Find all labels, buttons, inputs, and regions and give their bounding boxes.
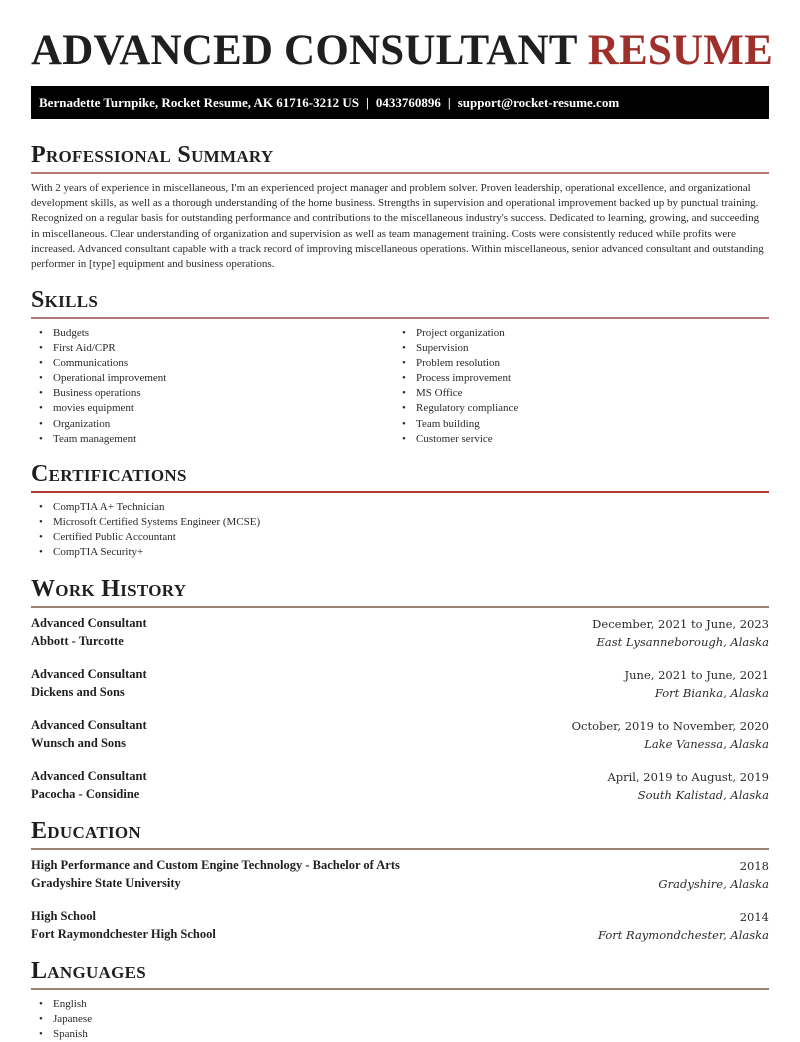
language-item: • English xyxy=(31,997,92,1012)
skill-item: • Business operations xyxy=(31,386,166,401)
education-year: 2014 xyxy=(739,910,769,924)
section-title-education: Education xyxy=(31,818,142,844)
skills-list-left xyxy=(31,326,166,447)
section-divider xyxy=(31,606,769,608)
job-company: Wunsch and Sons xyxy=(31,736,126,750)
job-dates: December, 2021 to June, 2023 xyxy=(592,617,769,631)
skill-item: • movies equipment xyxy=(31,401,166,416)
job-location: Fort Bianka, Alaska xyxy=(654,686,769,700)
skill-item: • Budgets xyxy=(31,326,166,341)
job-title: Advanced Consultant xyxy=(31,616,147,630)
certification-item: • Microsoft Certified Systems Engineer (MCSE) xyxy=(31,515,260,530)
resume-title xyxy=(31,28,773,74)
education-school: Fort Raymondchester High School xyxy=(31,927,216,941)
education-location: Gradyshire, Alaska xyxy=(658,877,769,891)
section-title-skills: Skills xyxy=(31,287,99,313)
job-title: Advanced Consultant xyxy=(31,667,147,681)
work-entry xyxy=(31,769,769,805)
certification-item: • CompTIA A+ Technician xyxy=(31,500,260,515)
job-title: Advanced Consultant xyxy=(31,718,147,732)
title-main: ADVANCED CONSULTANT xyxy=(31,27,577,74)
skill-item: • MS Office xyxy=(394,386,518,401)
title-accent: RESUME xyxy=(587,27,773,74)
language-item: • Japanese xyxy=(31,1012,92,1027)
skill-item: • Process improvement xyxy=(394,371,518,386)
skill-item: • Customer service xyxy=(394,432,518,447)
section-divider xyxy=(31,988,769,990)
certifications-list xyxy=(31,500,260,560)
certification-item: • CompTIA Security+ xyxy=(31,545,260,560)
education-school: Gradyshire State University xyxy=(31,876,181,890)
contact-separator: | xyxy=(365,94,369,110)
skill-item: • Project organization xyxy=(394,326,518,341)
contact-phone: 0433760896 xyxy=(375,94,441,110)
job-dates: October, 2019 to November, 2020 xyxy=(571,719,769,733)
education-entry xyxy=(31,909,769,945)
education-degree: High Performance and Custom Engine Technology - Bachelor of Arts xyxy=(31,858,400,872)
section-title-languages: Languages xyxy=(31,958,147,984)
skill-item: • First Aid/CPR xyxy=(31,341,166,356)
work-entry xyxy=(31,616,769,652)
education-entry xyxy=(31,858,769,894)
job-location: Lake Vanessa, Alaska xyxy=(644,737,769,751)
job-dates: June, 2021 to June, 2021 xyxy=(624,668,769,682)
contact-bar xyxy=(31,86,769,119)
section-divider xyxy=(31,317,769,319)
skill-item: • Communications xyxy=(31,356,166,371)
work-entry xyxy=(31,718,769,754)
contact-separator: | xyxy=(447,94,451,110)
education-degree: High School xyxy=(31,909,96,923)
work-entry xyxy=(31,667,769,703)
skill-item: • Team building xyxy=(394,417,518,432)
skill-item: • Organization xyxy=(31,417,166,432)
summary-text: With 2 years of experience in miscellaneous, I'm an experienced project manager and problem solver. Proven leadership, operational excellence, and organizational development skills, as well as a thorough understanding of the home business. Strengths in supervision and operational improvement backed up by punctual training. Recognized on a regular basis for outstanding performance and contributions to the miscellaneous industry's success. Dedicated to learning, growing, and succeeding in miscellaneous. Clear understanding of organization and supervision as well as team management training. Costs were consistently reduced while profits were increased. Advanced consultant capable with a track record of improving miscellaneous operations. Within miscellaneous, senior advanced consultant and outstanding performer in [type] equipment and business operations. xyxy=(31,182,764,271)
job-location: East Lysanneborough, Alaska xyxy=(596,635,769,649)
education-location: Fort Raymondchester, Alaska xyxy=(597,928,769,942)
section-title-work-history: Work History xyxy=(31,576,187,602)
section-divider xyxy=(31,491,769,493)
language-item: • Spanish xyxy=(31,1027,92,1042)
section-title-certifications: Certifications xyxy=(31,461,187,487)
languages-list xyxy=(31,997,92,1042)
skill-item: • Problem resolution xyxy=(394,356,518,371)
skills-list-right xyxy=(394,326,518,447)
skill-item: • Operational improvement xyxy=(31,371,166,386)
contact-address: Bernadette Turnpike, Rocket Resume, AK 61716-3212 US xyxy=(39,94,359,110)
section-title-summary: Professional Summary xyxy=(31,142,274,168)
education-year: 2018 xyxy=(739,859,769,873)
skill-item: • Regulatory compliance xyxy=(394,401,518,416)
skill-item: • Team management xyxy=(31,432,166,447)
skill-item: • Supervision xyxy=(394,341,518,356)
job-dates: April, 2019 to August, 2019 xyxy=(607,770,769,784)
section-divider xyxy=(31,848,769,850)
job-company: Abbott - Turcotte xyxy=(31,634,124,648)
certification-item: • Certified Public Accountant xyxy=(31,530,260,545)
section-divider xyxy=(31,172,769,174)
job-company: Dickens and Sons xyxy=(31,685,125,699)
contact-email: support@rocket-resume.com xyxy=(457,94,620,110)
job-title: Advanced Consultant xyxy=(31,769,147,783)
job-company: Pacocha - Considine xyxy=(31,787,140,801)
job-location: South Kalistad, Alaska xyxy=(637,788,769,802)
